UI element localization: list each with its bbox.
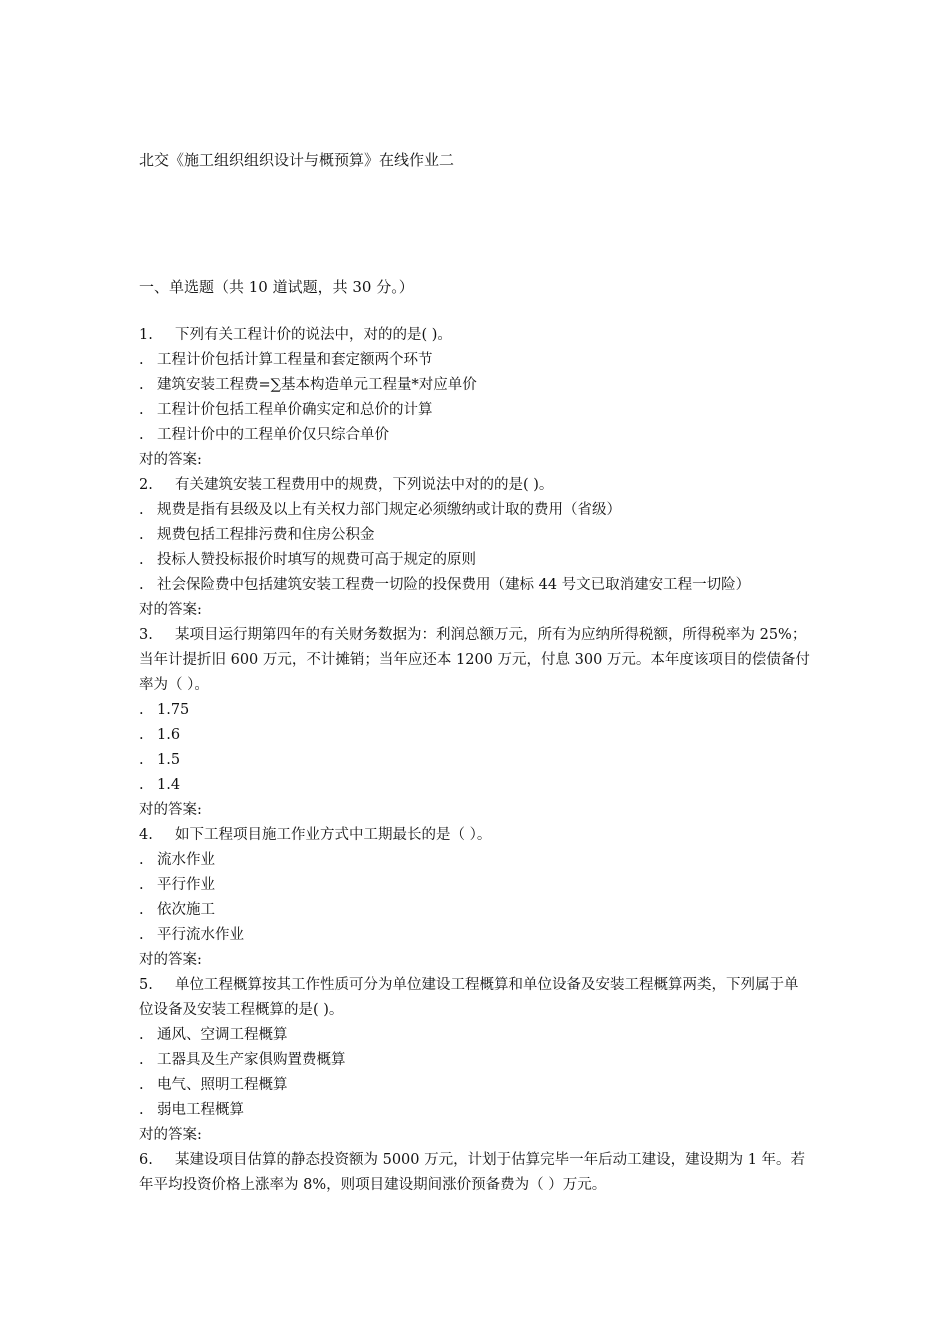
option-text: 1.75 <box>157 702 190 718</box>
option-marker: . <box>139 527 144 543</box>
question-list <box>139 323 811 1198</box>
document-title: 北交《施工组织组织设计与概预算》在线作业二 <box>139 151 455 169</box>
option-text: 规费是指有县级及以上有关权力部门规定必须缴纳或计取的费用（省级） <box>157 502 621 518</box>
question-number: 5. <box>139 977 153 993</box>
question-1 <box>139 323 811 473</box>
option-text: 工程计价包括工程单价确实定和总价的计算 <box>157 402 433 418</box>
option-marker: . <box>139 702 144 718</box>
option-d <box>139 923 811 948</box>
option-marker: . <box>139 377 144 393</box>
question-text: 某项目运行期第四年的有关财务数据为：利润总额万元，所有为应纳所得税额，所得税率为 25%；当年计提折旧 600 万元，不计摊销；当年应还本 1200 万元，付息 300 万元。本年度该项目的偿债备付率为（ ）。 <box>139 627 810 693</box>
answer-label: 对的答案: <box>139 1127 202 1143</box>
option-d <box>139 573 811 598</box>
option-c <box>139 748 811 773</box>
option-marker: . <box>139 852 144 868</box>
option-text: 依次施工 <box>157 902 215 918</box>
question-text: 单位工程概算按其工作性质可分为单位建设工程概算和单位设备及安装工程概算两类，下列属于单位设备及安装工程概算的是( )。 <box>139 977 799 1018</box>
option-b <box>139 1048 811 1073</box>
option-text: 投标人赞投标报价时填写的规费可高于规定的原则 <box>157 552 476 568</box>
answer-label: 对的答案: <box>139 802 202 818</box>
option-text: 通风、空调工程概算 <box>157 1027 288 1043</box>
option-b <box>139 523 811 548</box>
option-marker: . <box>139 902 144 918</box>
option-marker: . <box>139 502 144 518</box>
question-2 <box>139 473 811 623</box>
option-marker: . <box>139 752 144 768</box>
option-text: 平行流水作业 <box>157 927 244 943</box>
option-marker: . <box>139 577 144 593</box>
question-stem <box>139 973 811 1023</box>
question-text: 下列有关工程计价的说法中，对的的是( )。 <box>175 327 452 343</box>
question-6 <box>139 1148 811 1198</box>
question-3 <box>139 623 811 823</box>
question-stem <box>139 473 811 498</box>
option-marker: . <box>139 777 144 793</box>
option-text: 工器具及生产家俱购置费概算 <box>157 1052 346 1068</box>
option-b <box>139 723 811 748</box>
question-number: 1. <box>139 327 153 343</box>
question-number: 3. <box>139 627 153 643</box>
option-marker: . <box>139 1077 144 1093</box>
option-marker: . <box>139 727 144 743</box>
option-text: 弱电工程概算 <box>157 1102 244 1118</box>
question-number: 6. <box>139 1152 153 1168</box>
section-heading: 一、单选题（共 10 道试题，共 30 分。） <box>139 278 414 296</box>
option-a <box>139 698 811 723</box>
option-text: 规费包括工程排污费和住房公积金 <box>157 527 375 543</box>
option-marker: . <box>139 402 144 418</box>
option-text: 工程计价中的工程单价仅只综合单价 <box>157 427 389 443</box>
question-stem <box>139 623 811 698</box>
option-c <box>139 398 811 423</box>
option-marker: . <box>139 552 144 568</box>
option-c <box>139 1073 811 1098</box>
answer-label: 对的答案: <box>139 452 202 468</box>
option-text: 工程计价包括计算工程量和套定额两个环节 <box>157 352 433 368</box>
option-text: 社会保险费中包括建筑安装工程费一切险的投保费用（建标 44 号文已取消建安工程一切险） <box>157 577 751 593</box>
question-number: 2. <box>139 477 153 493</box>
option-d <box>139 423 811 448</box>
question-text: 某建设项目估算的静态投资额为 5000 万元，计划于估算完毕一年后动工建设，建设期为 1 年。若年平均投资价格上涨率为 8%，则项目建设期间涨价预备费为（ ）万元。 <box>139 1152 806 1193</box>
question-stem <box>139 823 811 848</box>
option-marker: . <box>139 927 144 943</box>
option-c <box>139 548 811 573</box>
option-a <box>139 498 811 523</box>
option-marker: . <box>139 1102 144 1118</box>
question-stem <box>139 323 811 348</box>
question-text: 有关建筑安装工程费用中的规费，下列说法中对的的是( )。 <box>175 477 554 493</box>
option-text: 建筑安装工程费=∑基本构造单元工程量*对应单价 <box>157 377 477 393</box>
option-marker: . <box>139 877 144 893</box>
option-marker: . <box>139 427 144 443</box>
option-text: 流水作业 <box>157 852 215 868</box>
option-a <box>139 1023 811 1048</box>
question-text: 如下工程项目施工作业方式中工期最长的是（ ）。 <box>175 827 492 843</box>
option-b <box>139 873 811 898</box>
question-5 <box>139 973 811 1148</box>
answer-label: 对的答案: <box>139 602 202 618</box>
option-text: 1.6 <box>157 727 181 743</box>
option-a <box>139 348 811 373</box>
question-number: 4. <box>139 827 153 843</box>
option-text: 电气、照明工程概算 <box>157 1077 288 1093</box>
option-d <box>139 773 811 798</box>
option-text: 1.5 <box>157 752 181 768</box>
option-text: 1.4 <box>157 777 181 793</box>
option-marker: . <box>139 1052 144 1068</box>
option-text: 平行作业 <box>157 877 215 893</box>
option-marker: . <box>139 1027 144 1043</box>
option-b <box>139 373 811 398</box>
option-a <box>139 848 811 873</box>
option-c <box>139 898 811 923</box>
question-4 <box>139 823 811 973</box>
option-marker: . <box>139 352 144 368</box>
question-stem <box>139 1148 811 1198</box>
option-d <box>139 1098 811 1123</box>
answer-label: 对的答案: <box>139 952 202 968</box>
